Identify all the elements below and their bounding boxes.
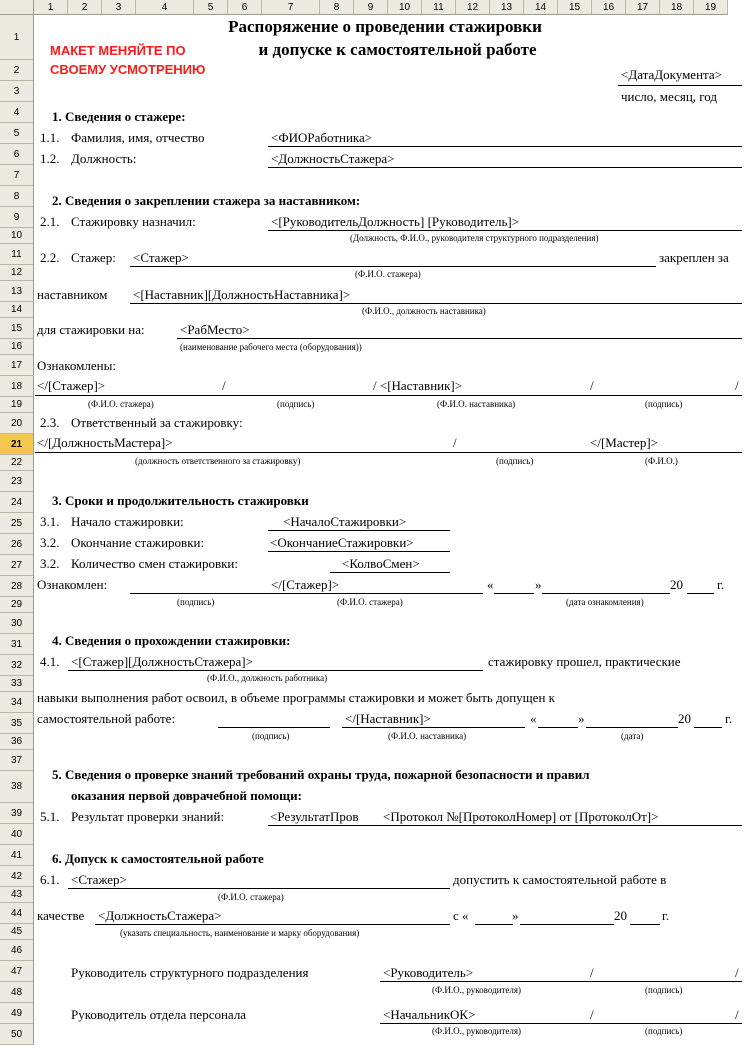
row-header[interactable]: 38 <box>0 771 34 803</box>
signature-hr-caption-sign: (подпись) <box>645 1026 683 1036</box>
row-header[interactable]: 4 <box>0 102 34 123</box>
column-header[interactable]: 4 <box>136 0 194 15</box>
column-header[interactable]: 15 <box>558 0 592 15</box>
completed-trainee-field[interactable]: <[Стажер][ДолжностьСтажера]> <box>71 654 253 669</box>
workplace-caption: (наименование рабочего места (оборудования)) <box>180 342 362 352</box>
column-header[interactable]: 3 <box>102 0 136 15</box>
check-result-underline <box>268 825 742 826</box>
row-header[interactable]: 16 <box>0 339 34 355</box>
row-header[interactable]: 14 <box>0 302 34 318</box>
acquainted-caption-sign2: (подпись) <box>645 399 683 409</box>
signature-separator: / <box>735 965 739 980</box>
layout-note-line1: МАКЕТ МЕНЯЙТЕ ПО <box>50 43 186 58</box>
row-header[interactable]: 17 <box>0 355 34 376</box>
mentor-field[interactable]: <[Наставник][ДолжностьНаставника]> <box>133 287 351 302</box>
item-5-1-number: 5.1. <box>40 809 60 824</box>
section-6-heading: 6. Допуск к самостоятельной работе <box>52 851 264 866</box>
protocol-field[interactable]: <Протокол №[ПротоколНомер] от [ПротоколОт]> <box>383 809 659 824</box>
document-title-line1: Распоряжение о проведении стажировки <box>228 17 542 36</box>
column-header[interactable]: 16 <box>592 0 626 15</box>
row-header[interactable]: 8 <box>0 186 34 207</box>
acquainted-3-label: Ознакомлен: <box>37 577 108 592</box>
acquainted-3-caption-name: (Ф.И.О. стажера) <box>337 597 403 607</box>
mentor-label: наставником <box>37 287 108 302</box>
date-month-underline <box>586 727 678 728</box>
workplace-underline <box>177 338 742 339</box>
signature-hr-label: Руководитель отдела персонала <box>71 1007 247 1022</box>
employee-name-underline <box>268 146 742 147</box>
admit-position-field[interactable]: <ДолжностьСтажера> <box>98 908 222 923</box>
row-header[interactable]: 30 <box>0 613 34 634</box>
independent-caption-sign: (подпись) <box>252 731 290 741</box>
row-header[interactable]: 25 <box>0 513 34 534</box>
admit-text: допустить к самостоятельной работе в <box>453 872 667 887</box>
date-caption: число, месяц, год <box>621 89 718 104</box>
date-day-underline <box>494 593 534 594</box>
independent-sign-underline <box>218 727 330 728</box>
mentor-caption: (Ф.И.О., должность наставника) <box>362 306 486 316</box>
check-result-field[interactable]: <РезультатПров <box>270 809 359 824</box>
independent-mentor-field[interactable]: </[Наставник]> <box>345 711 431 726</box>
completed-text: стажировку прошел, практические <box>488 654 681 669</box>
section-5-heading-line2: оказания первой доврачебной помощи: <box>71 788 302 803</box>
column-header[interactable]: 17 <box>626 0 660 15</box>
independent-mentor-underline <box>342 727 525 728</box>
section-5-heading-line1: 5. Сведения о проверке знаний требований охраны труда, пожарной безопасности и правил <box>52 767 590 782</box>
item-2-1-number: 2.1. <box>40 214 60 229</box>
row-header[interactable]: 40 <box>0 824 34 845</box>
responsible-caption-sign: (подпись) <box>496 456 534 466</box>
item-5-1-label: Результат проверки знаний: <box>71 809 225 824</box>
acquainted-trainee-field[interactable]: </[Стажер]> <box>37 378 106 393</box>
date-year-underline <box>630 924 660 925</box>
date-year-prefix: 20 <box>670 577 683 592</box>
independent-caption-mentor: (Ф.И.О. наставника) <box>388 731 467 741</box>
row-header[interactable]: 45 <box>0 924 34 940</box>
row-header[interactable]: 28 <box>0 576 34 597</box>
column-header[interactable]: 10 <box>388 0 422 15</box>
row-header[interactable]: 23 <box>0 471 34 492</box>
admit-trainee-caption: (Ф.И.О. стажера) <box>218 892 284 902</box>
row-header[interactable]: 33 <box>0 676 34 692</box>
completed-trainee-caption: (Ф.И.О., должность работника) <box>207 673 328 683</box>
acquainted-underline <box>35 395 742 396</box>
row-header[interactable]: 35 <box>0 713 34 734</box>
acquainted-3-caption-date: (дата ознакомления) <box>566 597 644 607</box>
signature-head-dept-caption-name: (Ф.И.О., руководителя) <box>432 985 522 995</box>
column-header[interactable]: 6 <box>228 0 262 15</box>
row-header[interactable]: 5 <box>0 123 34 144</box>
responsible-position-field[interactable]: </[ДолжностьМастера]> <box>37 435 173 450</box>
row-header[interactable]: 21 <box>0 434 34 455</box>
trainee-position-field[interactable]: <ДолжностьСтажера> <box>271 151 395 166</box>
document-title-line2: и допуске к самостоятельной работе <box>258 40 537 59</box>
row-header[interactable]: 24 <box>0 492 34 513</box>
independent-caption-date: (дата) <box>621 731 644 741</box>
column-header[interactable]: 7 <box>262 0 320 15</box>
workplace-field[interactable]: <РабМесто> <box>180 322 250 337</box>
row-header[interactable]: 34 <box>0 692 34 713</box>
column-header[interactable]: 18 <box>660 0 694 15</box>
acquainted-3-caption-sign: (подпись) <box>177 597 215 607</box>
item-3-2-number: 3.2. <box>40 535 60 550</box>
skills-text: навыки выполнения работ освоил, в объеме программы стажировки и может быть допущен к <box>37 690 555 705</box>
row-header[interactable]: 50 <box>0 1024 34 1045</box>
column-header[interactable]: 12 <box>456 0 490 15</box>
admit-position-caption: (указать специальность, наименование и марку оборудования) <box>120 928 360 938</box>
admit-position-underline <box>95 924 450 925</box>
completed-trainee-underline <box>68 670 483 671</box>
admit-trainee-underline <box>68 888 450 889</box>
row-header[interactable]: 11 <box>0 244 34 265</box>
item-4-1-number: 4.1. <box>40 654 60 669</box>
item-3-3-label: Количество смен стажировки: <box>71 556 238 571</box>
section-1-heading: 1. Сведения о стажере: <box>52 109 186 124</box>
assigned-to-text: закреплен за <box>659 250 729 265</box>
section-2-heading: 2. Сведения о закреплении стажера за наставником: <box>52 193 361 208</box>
admit-date-prefix: с « <box>453 908 469 923</box>
column-header[interactable]: 8 <box>320 0 354 15</box>
row-header[interactable]: 3 <box>0 81 34 102</box>
row-header[interactable]: 43 <box>0 887 34 903</box>
training-end-underline <box>268 551 450 552</box>
acquainted-caption-sign1: (подпись) <box>277 399 315 409</box>
item-3-1-number: 3.1. <box>40 514 60 529</box>
row-header[interactable]: 42 <box>0 866 34 887</box>
row-header[interactable]: 31 <box>0 634 34 655</box>
date-year-underline <box>694 727 722 728</box>
row-header[interactable]: 41 <box>0 845 34 866</box>
signature-separator: / <box>222 378 226 393</box>
workplace-label: для стажировки на: <box>37 322 145 337</box>
trainee-field[interactable]: <Стажер> <box>133 250 189 265</box>
column-header[interactable]: 2 <box>68 0 102 15</box>
admit-trainee-field[interactable]: <Стажер> <box>71 872 127 887</box>
acquainted-mentor-field[interactable]: / <[Наставник]> <box>373 378 463 393</box>
column-header[interactable]: 9 <box>354 0 388 15</box>
item-2-3-label: Ответственный за стажировку: <box>71 415 243 430</box>
trainee-position-underline <box>268 167 742 168</box>
row-header[interactable]: 46 <box>0 940 34 961</box>
row-header[interactable]: 1 <box>0 15 34 60</box>
row-header[interactable]: 47 <box>0 961 34 982</box>
row-header[interactable]: 19 <box>0 397 34 413</box>
column-header[interactable]: 13 <box>490 0 524 15</box>
date-close-quote: » <box>578 711 585 726</box>
signature-head-dept-caption-sign: (подпись) <box>645 985 683 995</box>
signature-head-dept-field[interactable]: <Руководитель> <box>383 965 474 980</box>
signature-separator: / <box>453 435 457 450</box>
row-header[interactable]: 26 <box>0 534 34 555</box>
column-header[interactable]: 11 <box>422 0 456 15</box>
section-4-heading: 4. Сведения о прохождении стажировки: <box>52 633 291 648</box>
date-year-suffix: г. <box>662 908 670 923</box>
date-month-underline <box>520 924 614 925</box>
employee-name-field[interactable]: <ФИОРаботника> <box>271 130 373 145</box>
date-year-prefix: 20 <box>678 711 691 726</box>
item-3-2-label: Окончание стажировки: <box>71 535 205 550</box>
item-2-2-number: 2.2. <box>40 250 60 265</box>
independent-work-label: самостоятельной работе: <box>37 711 176 726</box>
section-3-heading: 3. Сроки и продолжительность стажировки <box>52 493 309 508</box>
date-year-underline <box>687 593 714 594</box>
responsible-caption-name: (Ф.И.О.) <box>645 456 678 466</box>
admit-as-label: качестве <box>37 908 85 923</box>
item-1-2-number: 1.2. <box>40 151 60 166</box>
item-1-1-label: Фамилия, имя, отчество <box>71 130 205 145</box>
acquainted-label: Ознакомлены: <box>37 358 116 373</box>
item-2-3-number: 2.3. <box>40 415 60 430</box>
item-3-3-number: 3.2. <box>40 556 60 571</box>
row-header[interactable]: 2 <box>0 60 34 81</box>
item-3-1-label: Начало стажировки: <box>71 514 184 529</box>
row-header[interactable]: 18 <box>0 376 34 397</box>
date-underline <box>618 85 742 86</box>
date-month-underline <box>542 593 670 594</box>
responsible-caption-position: (должность ответственного за стажировку) <box>135 456 301 466</box>
row-header[interactable]: 7 <box>0 165 34 186</box>
date-day-underline <box>475 924 513 925</box>
row-header[interactable]: 10 <box>0 228 34 244</box>
date-day-underline <box>538 727 578 728</box>
item-1-1-number: 1.1. <box>40 130 60 145</box>
training-end-field[interactable]: <ОкончаниеСтажировки> <box>270 535 414 550</box>
row-header[interactable]: 37 <box>0 750 34 771</box>
date-year-suffix: г. <box>717 577 725 592</box>
trainee-caption: (Ф.И.О. стажера) <box>355 269 421 279</box>
row-header[interactable]: 29 <box>0 597 34 613</box>
item-1-2-label: Должность: <box>71 151 137 166</box>
training-start-underline <box>268 530 450 531</box>
shift-count-field[interactable]: <КолвоСмен> <box>342 556 420 571</box>
signature-separator: / <box>590 1007 594 1022</box>
acquainted-caption-trainee: (Ф.И.О. стажера) <box>88 399 154 409</box>
row-header[interactable]: 13 <box>0 281 34 302</box>
signature-hr-caption-name: (Ф.И.О., руководителя) <box>432 1026 522 1036</box>
document-date-field[interactable]: <ДатаДокумента> <box>621 67 722 82</box>
item-6-1-number: 6.1. <box>40 872 60 887</box>
column-header[interactable]: 1 <box>34 0 68 15</box>
date-open-quote: « <box>530 711 537 726</box>
column-header[interactable]: 5 <box>194 0 228 15</box>
date-close-quote: » <box>512 908 519 923</box>
date-year-prefix: 20 <box>614 908 627 923</box>
acquainted-3-underline <box>130 593 483 594</box>
row-header[interactable]: 27 <box>0 555 34 576</box>
column-header[interactable]: 19 <box>694 0 728 15</box>
signature-hr-field[interactable]: <НачальникОК> <box>383 1007 476 1022</box>
shift-count-underline <box>330 572 450 573</box>
signature-head-dept-label: Руководитель структурного подразделения <box>71 965 309 980</box>
acquainted-3-trainee-field[interactable]: </[Стажер]> <box>271 577 340 592</box>
row-header[interactable]: 12 <box>0 265 34 281</box>
row-header[interactable]: 22 <box>0 455 34 471</box>
row-header[interactable]: 44 <box>0 903 34 924</box>
date-year-suffix: г. <box>725 711 733 726</box>
row-header[interactable]: 9 <box>0 207 34 228</box>
trainee-underline <box>130 266 656 267</box>
assigned-by-caption: (Должность, Ф.И.О., руководителя структурного подразделения) <box>350 233 599 243</box>
row-header[interactable]: 6 <box>0 144 34 165</box>
assigned-by-field[interactable]: <[РуководительДолжность] [Руководитель]> <box>271 214 520 229</box>
item-2-2-label: Стажер: <box>71 250 116 265</box>
acquainted-caption-mentor: (Ф.И.О. наставника) <box>437 399 516 409</box>
date-close-quote: » <box>535 577 542 592</box>
mentor-underline <box>130 303 742 304</box>
signature-separator: / <box>735 1007 739 1022</box>
responsible-underline <box>35 452 742 453</box>
assigned-by-underline <box>268 230 742 231</box>
signature-hr-underline <box>380 1023 742 1024</box>
item-2-1-label: Стажировку назначил: <box>71 214 196 229</box>
training-start-field[interactable]: <НачалоСтажировки> <box>283 514 407 529</box>
row-header[interactable]: 15 <box>0 318 34 339</box>
signature-separator: / <box>590 965 594 980</box>
layout-note-line2: СВОЕМУ УСМОТРЕНИЮ <box>50 62 206 77</box>
column-header[interactable]: 14 <box>524 0 558 15</box>
row-header[interactable]: 48 <box>0 982 34 1003</box>
date-open-quote: « <box>487 577 494 592</box>
row-header[interactable]: 49 <box>0 1003 34 1024</box>
row-header[interactable]: 36 <box>0 734 34 750</box>
row-header[interactable]: 32 <box>0 655 34 676</box>
responsible-master-field[interactable]: </[Мастер]> <box>590 435 658 450</box>
signature-separator: / <box>590 378 594 393</box>
select-all-corner[interactable] <box>0 0 34 15</box>
signature-separator: / <box>735 378 739 393</box>
row-header[interactable]: 39 <box>0 803 34 824</box>
row-header[interactable]: 20 <box>0 413 34 434</box>
signature-head-dept-underline <box>380 981 742 982</box>
